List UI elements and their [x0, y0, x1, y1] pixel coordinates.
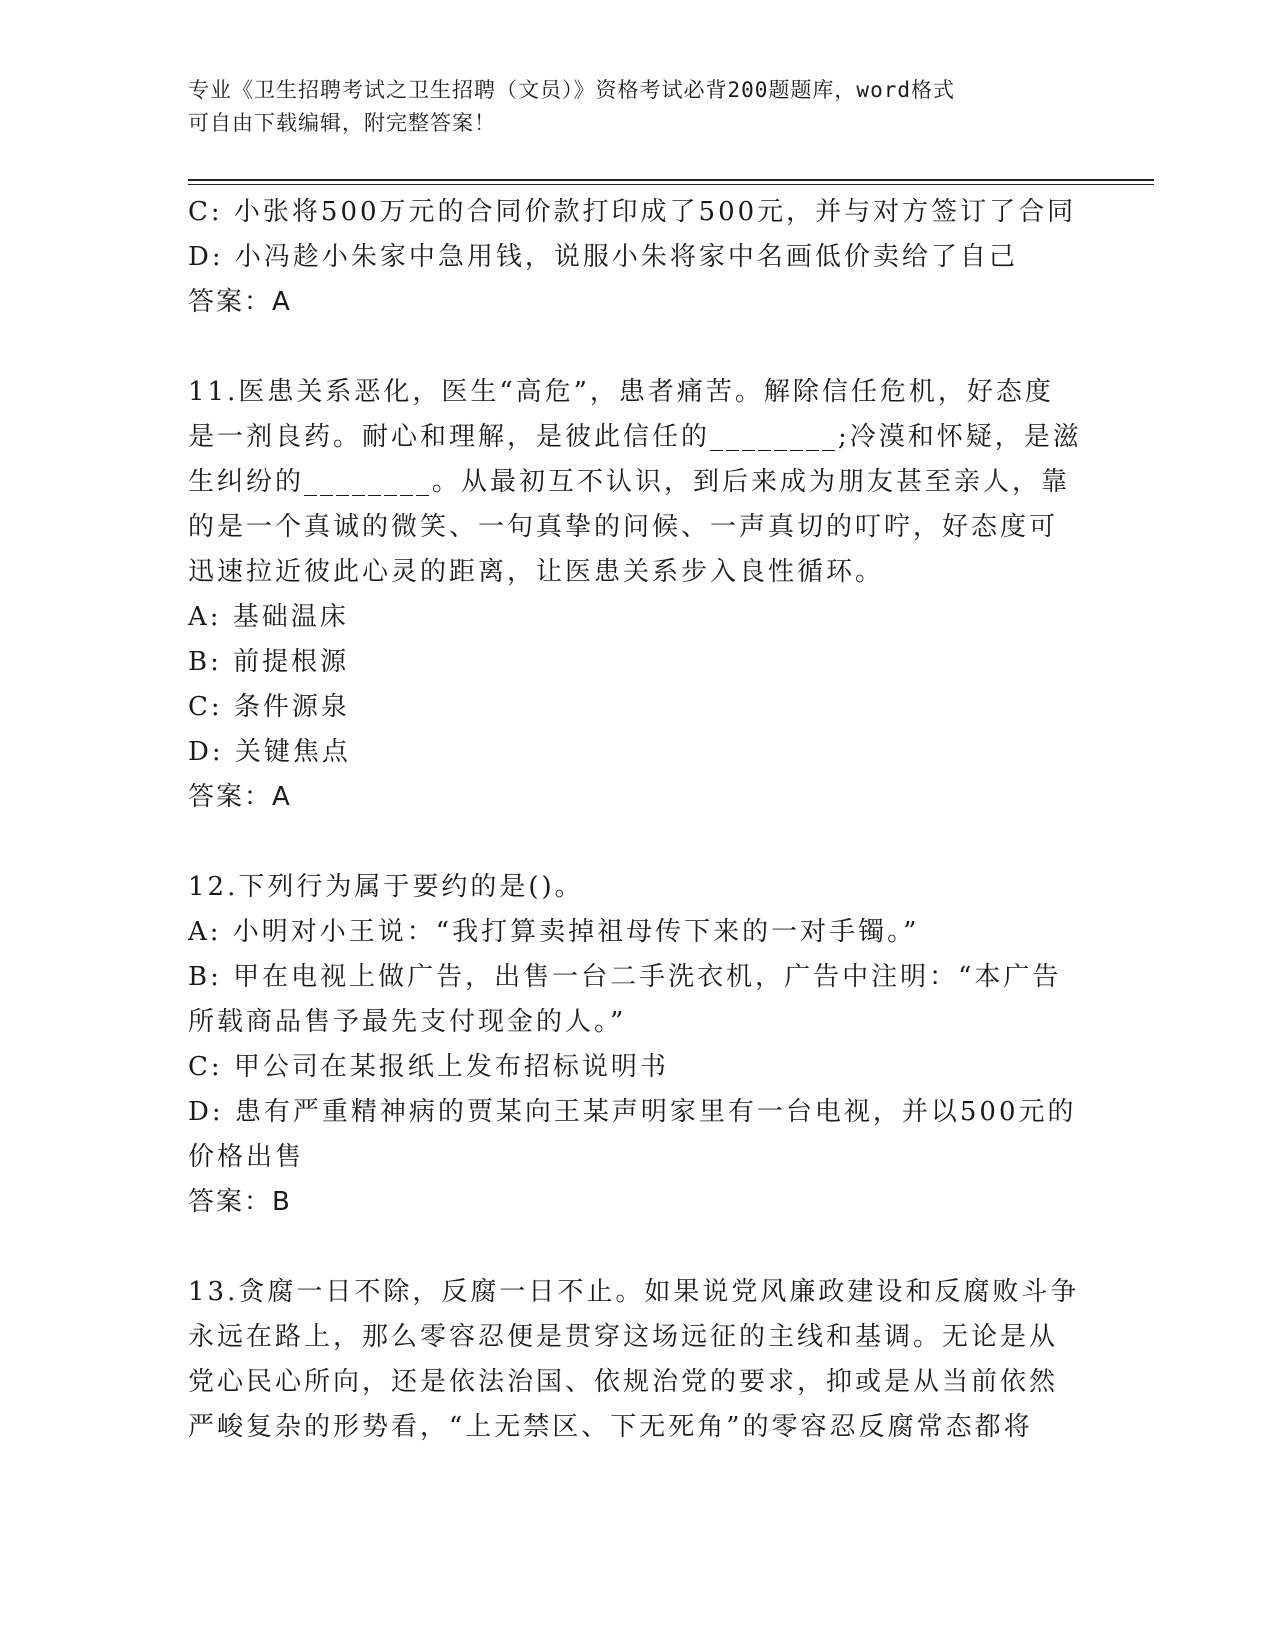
option-b-continued: 所载商品售予最先支付现金的人。” [188, 1007, 627, 1037]
header-divider-thin [188, 184, 1154, 185]
document-header [188, 74, 1088, 140]
question-stem: 12.下列行为属于要约的是()。 [188, 872, 584, 902]
question-stem-line: 迅速拉近彼此心灵的距离，让医患关系步入良性循环。 [188, 557, 885, 587]
question-stem-line: 党心民心所向，还是依法治国、依规治党的要求，抑或是从当前依然 [188, 1367, 1059, 1397]
option-c: C: 甲公司在某报纸上发布招标说明书 [188, 1052, 669, 1082]
spacer [188, 325, 1088, 370]
question-10 [188, 190, 1088, 325]
spacer [188, 1225, 1088, 1270]
answer-label: 答案：A [188, 287, 292, 317]
question-stem-line: 生纠纷的________。从最初互不认识，到后来成为朋友甚至亲人，靠 [188, 467, 1071, 497]
option-b: B: 甲在电视上做广告，出售一台二手洗衣机，广告中注明：“本广告 [188, 962, 1062, 992]
question-stem-line: 11.医患关系恶化，医生“高危”，患者痛苦。解除信任危机，好态度 [188, 377, 1054, 407]
option-d: D: 关键焦点 [188, 737, 351, 767]
header-title-line-1: 专业《卫生招聘考试之卫生招聘（文员）》资格考试必背200题题库，word格式 [188, 78, 955, 102]
option-d-continued: 价格出售 [188, 1142, 305, 1172]
answer-label: 答案：A [188, 782, 292, 812]
option-d: D: 小冯趁小朱家中急用钱，说服小朱将家中名画低价卖给了自己 [188, 242, 1018, 272]
question-content [188, 190, 1088, 1450]
option-c: C: 小张将500万元的合同价款打印成了500元，并与对方签订了合同 [188, 197, 1077, 227]
question-13 [188, 1270, 1088, 1450]
question-stem-line: 是一剂良药。耐心和理解，是彼此信任的________;冷漠和怀疑，是滋 [188, 422, 1082, 452]
header-title-line-2: 可自由下载编辑，附完整答案！ [188, 111, 496, 135]
option-a: A: 小明对小王说：“我打算卖掉祖母传下来的一对手镯。” [188, 917, 920, 947]
question-stem-line: 永远在路上，那么零容忍便是贯穿这场远征的主线和基调。无论是从 [188, 1322, 1059, 1352]
option-d: D: 患有严重精神病的贾某向王某声明家里有一台电视，并以500元的 [188, 1097, 1077, 1127]
question-11 [188, 370, 1088, 820]
option-b: B: 前提根源 [188, 647, 350, 677]
spacer [188, 820, 1088, 865]
question-stem-line: 的是一个真诚的微笑、一句真挚的问候、一声真切的叮咛，好态度可 [188, 512, 1059, 542]
question-stem-line: 13.贪腐一日不除，反腐一日不止。如果说党风廉政建设和反腐败斗争 [188, 1277, 1080, 1307]
header-divider-thick [188, 179, 1154, 181]
option-c: C: 条件源泉 [188, 692, 350, 722]
question-stem-line: 严峻复杂的形势看，“上无禁区、下无死角”的零容忍反腐常态都将 [188, 1412, 1033, 1442]
answer-label: 答案：B [188, 1187, 292, 1217]
question-12 [188, 865, 1088, 1225]
option-a: A: 基础温床 [188, 602, 349, 632]
